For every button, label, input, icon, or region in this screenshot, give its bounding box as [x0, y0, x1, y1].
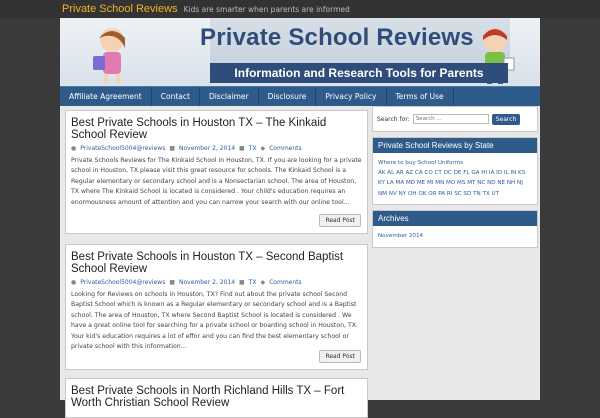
state-links[interactable]: AK AL AR AZ CA CO CT DC DE FL GA HI IA ID IL IN KS KY LA MA MD ME MI MN MO MS MT NC ND NE NH NJ NM NV NY OH OK OR PA RI SC SD TN TX UT — [378, 169, 526, 197]
user-icon: ● — [71, 279, 77, 286]
state-widget-title: Private School Reviews by State — [373, 138, 537, 153]
post-title[interactable]: Best Private Schools in North Richland Hills TX – Fort Worth Christian School Review — [71, 385, 345, 409]
archives-body — [373, 226, 537, 247]
archives-widget — [372, 210, 538, 248]
nav-disclosure[interactable]: Disclosure — [259, 87, 317, 106]
post-card — [65, 110, 368, 234]
post-date[interactable]: November 2, 2014 — [179, 145, 236, 152]
post-title[interactable]: Best Private Schools in Houston TX – Second Baptist School Review — [71, 251, 344, 275]
calendar-icon: ■ — [169, 279, 175, 286]
post-comments[interactable]: Comments — [269, 279, 302, 286]
folder-icon: ■ — [239, 279, 245, 286]
site-title[interactable]: Private School Reviews — [62, 3, 178, 15]
search-button[interactable]: Search — [492, 114, 521, 125]
search-label: Search for: — [377, 115, 410, 123]
nav-disclaimer[interactable]: Disclaimer — [200, 87, 259, 106]
state-widget — [372, 137, 538, 205]
main-nav — [60, 86, 540, 107]
search-input[interactable] — [413, 114, 489, 124]
calendar-icon: ■ — [169, 145, 175, 152]
post-card — [65, 244, 368, 370]
archive-link[interactable]: November 2014 — [378, 233, 424, 240]
post-date[interactable]: November 2, 2014 — [179, 279, 236, 286]
girl-illustration — [85, 24, 139, 86]
post-category[interactable]: TX — [248, 279, 257, 286]
post-excerpt: Private Schools Reviews for The Kinkaid School in Houston, TX. If you are looking for a private school in Houston, TX please visit this great resource for schools. The Kinkaid School is a Regular elementary or secondary school and is a Nonsectarian school. The area of Houston, TX where The Kinkaid School is located is considered . Your child's education requires an enormousness amount of attention and you can narrow your search with our online tool… — [71, 157, 362, 206]
banner-title: Private School Reviews — [200, 24, 474, 51]
post-author[interactable]: PrivateSchool5004@reviews — [80, 279, 166, 286]
nav-terms-of-use[interactable]: Terms of Use — [387, 87, 454, 106]
nav-affiliate-agreement[interactable]: Affiliate Agreement — [60, 87, 152, 106]
post-title[interactable]: Best Private Schools in Houston TX – The Kinkaid School Review — [71, 117, 327, 141]
read-post-button[interactable]: Read Post — [319, 350, 361, 363]
sidebar — [372, 106, 538, 248]
content-area — [60, 106, 540, 409]
uniforms-link[interactable]: Where to buy School Uniforms — [378, 160, 463, 166]
search-widget — [372, 106, 538, 132]
banner-subtitle: Information and Research Tools for Parents — [210, 63, 508, 83]
user-icon: ● — [71, 145, 77, 152]
post-meta — [71, 279, 362, 286]
post-category[interactable]: TX — [248, 145, 257, 152]
archives-title: Archives — [373, 211, 537, 226]
header-banner[interactable] — [60, 18, 540, 86]
read-post-button[interactable]: Read Post — [319, 214, 361, 227]
site-tagline: Kids are smarter when parents are informed — [183, 4, 350, 14]
state-widget-body — [373, 153, 537, 204]
folder-icon: ■ — [239, 145, 245, 152]
nav-contact[interactable]: Contact — [152, 87, 200, 106]
top-bar — [0, 0, 600, 18]
post-excerpt: Looking for Reviews on schools in Houston, TX? Find out about the private school Second Baptist School which is known as a Regular elementary or secondary school and is a Baptist school. The area of Houston, TX where Second Baptist School is located is considered . We have a great online tool for searching for a private school or boarding school in Houston, TX. Your kid's education requires a lot of effor and you can find the best elementary school or private school with this information… — [71, 291, 358, 351]
nav-privacy-policy[interactable]: Privacy Policy — [316, 87, 386, 106]
post-comments[interactable]: Comments — [269, 145, 302, 152]
comment-icon: ◆ — [260, 145, 266, 152]
post-card — [65, 378, 368, 418]
post-meta — [71, 145, 362, 152]
post-author[interactable]: PrivateSchool5004@reviews — [80, 145, 166, 152]
comment-icon: ◆ — [260, 279, 266, 286]
